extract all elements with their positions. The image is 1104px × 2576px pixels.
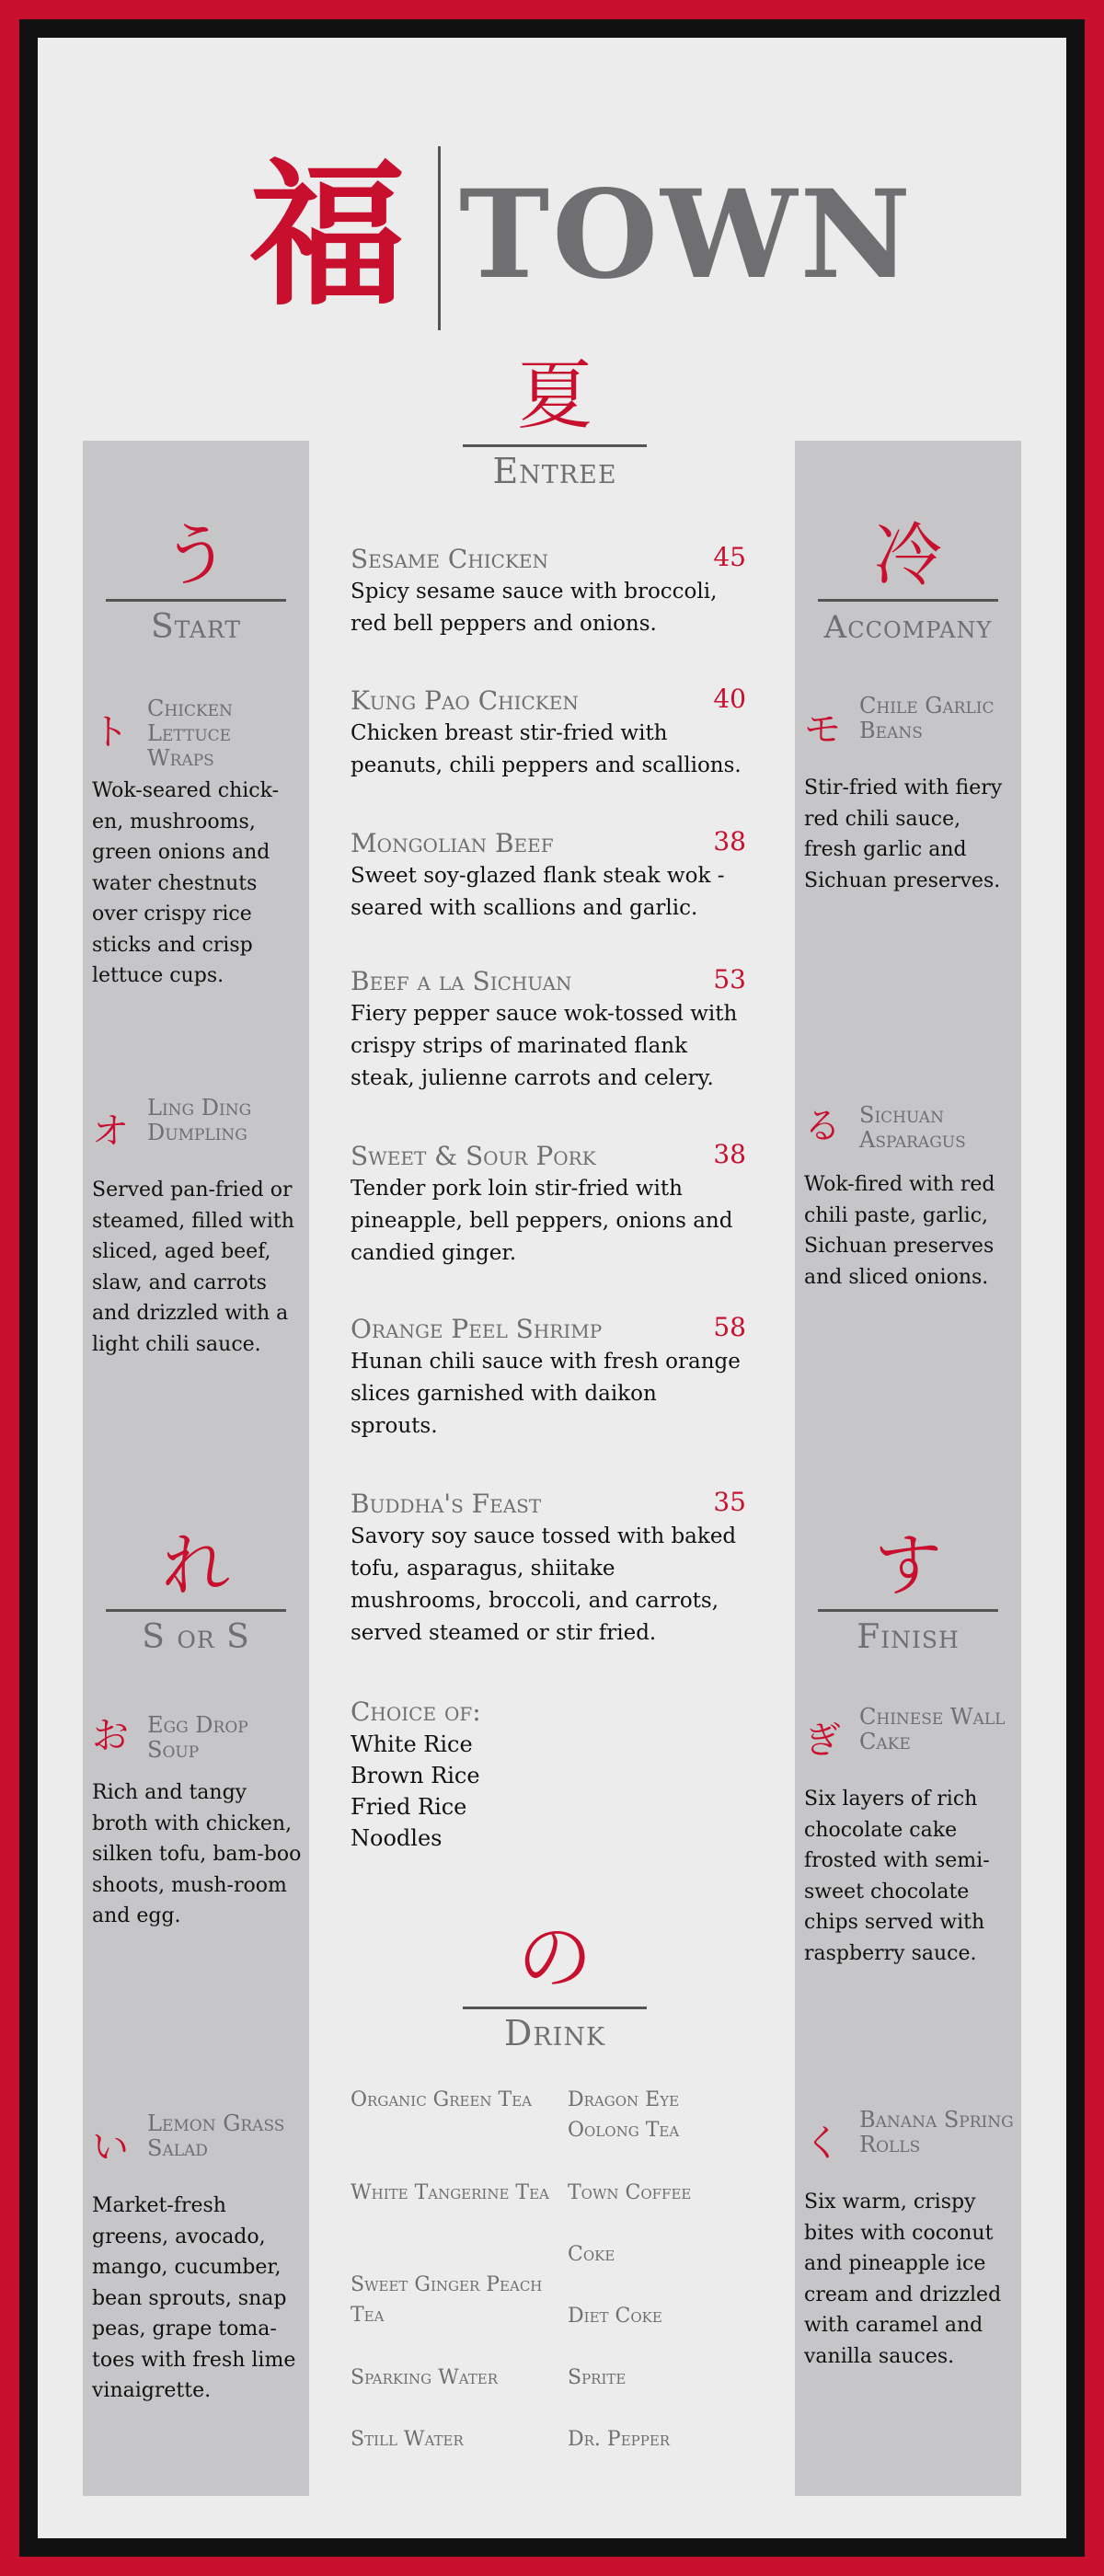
drink-item: Sparking Water [351, 2366, 499, 2389]
item-name: Chicken Lettuce Wraps [147, 696, 233, 771]
entree-kung-pao-chicken [351, 684, 746, 782]
entree-price: 53 [713, 964, 746, 995]
menu-page [38, 38, 1066, 2538]
item-description: Rich and tangy broth with chicken, silken tofu, bam-boo shoots, mush-room and egg. [92, 1781, 302, 1927]
item-name: Sichuan Asparagus [859, 1102, 966, 1153]
entree-beef-a-la-sichuan [351, 965, 746, 1095]
choice-option: White Rice [351, 1731, 473, 1757]
item-name: Egg Drop Soup [147, 1712, 248, 1763]
section-finish-character: す [874, 1526, 942, 1605]
section-start-title: Start [150, 608, 242, 646]
section-finish-title: Finish [857, 1618, 960, 1656]
section-drink-title: Drink [503, 2013, 606, 2053]
entree-description: Savory soy sauce tossed with baked tofu, asparagus, shiitake mushrooms, broccoli, and carrots, served steamed or stir fried. [351, 1524, 737, 1645]
item-name: Banana Spring Rolls [859, 2107, 1014, 2157]
menu-item-egg-drop-soup [92, 1713, 304, 1932]
entree-description: Hunan chili sauce with fresh orange slices garnished with daikon sprouts. [351, 1350, 741, 1438]
menu-item-chinese-wall-cake [804, 1705, 1016, 1969]
drink-item: Organic Green Tea [351, 2088, 533, 2111]
section-entree-header [428, 352, 682, 491]
entree-sesame-chicken [351, 543, 746, 640]
entree-name: Sweet & Sour Pork [351, 1141, 596, 1171]
section-accompany-header [795, 514, 1021, 648]
item-character: ぎ [804, 1719, 841, 1762]
entree-price: 58 [713, 1312, 746, 1342]
section-accompany-character: 冷 [874, 516, 942, 595]
entree-mongolian-beef [351, 827, 746, 925]
item-description: Wok-fired with red chili paste, garlic, Sichuan preserves and sliced onions. [804, 1173, 995, 1289]
item-name: Chinese Wall Cake [859, 1704, 1006, 1754]
entree-name: Mongolian Beef [351, 828, 554, 858]
entree-description: Tender pork loin stir-fried with pineapple, bell peppers, onions and candied ginger. [351, 1177, 733, 1265]
item-description: Stir-fried with fiery red chili sauce, fresh garlic and Sichuan preserves. [804, 776, 1003, 892]
drink-item: Dr. Pepper [568, 2428, 671, 2451]
entree-orange-peel-shrimp [351, 1313, 746, 1443]
entree-price: 35 [713, 1487, 746, 1517]
menu-item-chicken-lettuce-wraps [92, 696, 304, 992]
drink-item: Sweet Ginger Peach Tea [351, 2273, 543, 2327]
entree-name: Kung Pao Chicken [351, 685, 579, 716]
section-sors-title: S or S [142, 1618, 250, 1656]
item-character: る [804, 1105, 841, 1147]
section-drink-character: の [516, 1915, 592, 2002]
choice-option: Brown Rice [351, 1763, 480, 1788]
section-entree-title: Entree [492, 451, 617, 491]
drink-item: Still Water [351, 2428, 464, 2451]
entree-description: Spicy sesame sauce with broccoli, red bell peppers and onions. [351, 580, 718, 636]
left-column [83, 441, 309, 2496]
item-name: Chile Garlic Beans [859, 693, 995, 743]
item-character: モ [804, 708, 841, 751]
entree-name: Buddha's Feast [351, 1489, 542, 1519]
section-sors-rule [106, 1609, 286, 1612]
entree-description: Chicken breast stir-fried with peanuts, chili peppers and scallions. [351, 721, 742, 777]
entree-name: Sesame Chicken [351, 544, 549, 574]
drink-item: Town Coffee [568, 2181, 692, 2204]
section-start-header [83, 514, 309, 648]
logo-divider [438, 146, 441, 330]
section-finish-header [795, 1524, 1021, 1658]
item-description: Market-fresh greens, avocado, mango, cucumber, bean sprouts, snap peas, grape toma-toes with fresh lime vinaigrette. [92, 2194, 296, 2402]
section-sors-header [83, 1524, 309, 1658]
section-start-character: う [162, 516, 230, 595]
drink-item: Dragon Eye Oolong Tea [568, 2088, 680, 2142]
item-character: い [92, 2126, 129, 2168]
item-character: く [804, 2122, 841, 2165]
item-description: Served pan-fried or steamed, filled with sliced, aged beef, slaw, and carrots and drizzled with a light chili sauce. [92, 1179, 294, 1356]
section-drink-rule [463, 2007, 647, 2009]
item-description: Six warm, crispy bites with coconut and pineapple ice cream and drizzled with caramel and vanilla sauces. [804, 2191, 1002, 2368]
item-character: ト [92, 711, 129, 753]
choice-option: Fried Rice [351, 1794, 467, 1820]
entree-price: 40 [713, 684, 746, 714]
item-name: Lemon Grass Salad [147, 2110, 285, 2161]
entree-price: 45 [713, 542, 746, 572]
drink-item: Diet Coke [568, 2305, 662, 2328]
right-column [795, 441, 1021, 2496]
section-accompany-title: Accompany [823, 609, 993, 646]
logo [213, 139, 967, 332]
side-choice [351, 1696, 737, 1854]
menu-item-banana-spring-rolls [804, 2108, 1016, 2372]
entree-buddhas-feast [351, 1488, 746, 1650]
section-entree-rule [463, 444, 647, 447]
section-accompany-rule [818, 599, 998, 602]
item-name: Ling Ding Dumpling [147, 1095, 252, 1145]
item-description: Wok-seared chick-en, mushrooms, green onions and water chestnuts over crispy rice sticks and crisp lettuce cups. [92, 779, 280, 987]
entree-description: Sweet soy-glazed flank steak wok -seared with scallions and garlic. [351, 864, 725, 920]
logo-wordmark: TOWN [459, 164, 914, 306]
section-start-rule [106, 599, 286, 602]
entree-price: 38 [713, 826, 746, 857]
section-entree-character: 夏 [516, 352, 592, 440]
drink-item: Sprite [568, 2366, 627, 2389]
item-description: Six layers of rich chocolate cake frosted with semi-sweet chocolate chips served with raspberry sauce. [804, 1788, 990, 1965]
drink-item: White Tangerine Tea [351, 2181, 549, 2204]
logo-fu-character: 福 [249, 144, 407, 328]
choice-option: Noodles [351, 1825, 443, 1851]
menu-item-lemon-grass-salad [92, 2111, 304, 2407]
menu-item-ling-ding-dumpling [92, 1096, 304, 1360]
entree-price: 38 [713, 1139, 746, 1169]
menu-item-sichuan-asparagus [804, 1103, 1016, 1293]
menu-item-chile-garlic-beans [804, 694, 1016, 896]
item-character: オ [92, 1110, 129, 1153]
entree-name: Beef a la Sichuan [351, 966, 572, 996]
entree-sweet-and-sour-pork [351, 1140, 746, 1270]
section-finish-rule [818, 1609, 998, 1612]
section-drink-header [428, 1915, 682, 2053]
entree-description: Fiery pepper sauce wok-tossed with crispy strips of marinated flank steak, julienne carrots and celery. [351, 1002, 738, 1090]
section-sors-character: れ [162, 1526, 230, 1605]
item-character: お [92, 1715, 129, 1757]
entree-name: Orange Peel Shrimp [351, 1314, 603, 1344]
choice-title: Choice of: [351, 1696, 481, 1727]
drink-item: Coke [568, 2243, 615, 2266]
